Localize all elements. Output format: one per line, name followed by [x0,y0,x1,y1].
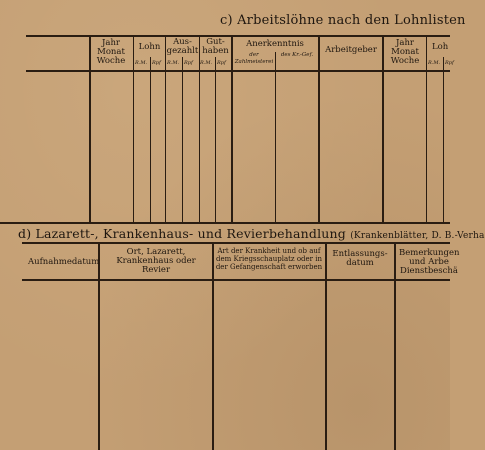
col-header-period: Jahr Monat Woche [96,38,126,66]
col-header-aufnahmedatum: Aufnahmedatum [28,257,100,267]
unit-rm: R.M. [200,60,213,66]
col-line [325,242,327,450]
section-d-title-text: d) Lazarett-, Krankenhaus- und Revierbehandlung [18,226,347,241]
unit-rpf: Rpf [217,60,226,66]
section-c-bottom-rule [0,222,450,224]
col-line [133,35,134,222]
section-d-header-rule [22,279,450,281]
unit-rpf: Rpf [152,60,161,66]
unit-rpf: Rpf [184,60,193,66]
section-d-top-rule [22,242,450,244]
col-header-krankheit: Art der Krankheit und ob auf dem Kriegsschauplatz oder in der Gefangenschaft erworben [215,247,323,271]
col-line [215,57,216,222]
col-header-ausgezahlt: Aus-gezahlt [166,37,199,56]
col-line [98,242,100,450]
section-c-title: c) Arbeitslöhne nach den Lohnlisten [220,13,466,28]
col-header-zahlmeisterei: der Zahlmeisterei [234,52,274,65]
unit-rm: R.M. [135,60,148,66]
col-line [275,52,276,222]
col-line [165,35,166,222]
col-header-bemerkungen: Bemerkungen und Arbe Dienstbeschä [399,248,460,276]
unit-rm: R.M. [428,60,441,66]
col-header-lohn: Lohn [138,42,161,52]
col-header-lohn-2: Loh [432,42,449,52]
col-header-guthaben: Gut-haben [202,37,229,56]
col-header-entlassung: Entlassungs-datum [332,249,388,268]
unit-rpf: Rpf [445,60,454,66]
col-line [150,57,151,222]
col-line [443,57,444,222]
unit-rm: R.M. [167,60,180,66]
section-d-title [18,228,485,241]
col-line [89,35,91,222]
col-header-ort: Ort, Lazarett, Krankenhaus oder Revier [116,247,196,275]
col-line [394,242,396,450]
col-line [426,35,427,222]
col-header-anerkenntnis: Anerkenntnis [246,39,304,49]
col-line [318,35,320,222]
col-line [182,57,183,222]
section-d-subtitle: (Krankenblätter, D. B.-Verha [350,231,485,241]
col-header-period-2: Jahr Monat Woche [390,38,420,66]
col-header-arbeitgeber: Arbeitgeber [325,45,377,55]
col-line [212,242,214,450]
col-header-kr-gef: des Kr.-Gef. [280,52,314,58]
